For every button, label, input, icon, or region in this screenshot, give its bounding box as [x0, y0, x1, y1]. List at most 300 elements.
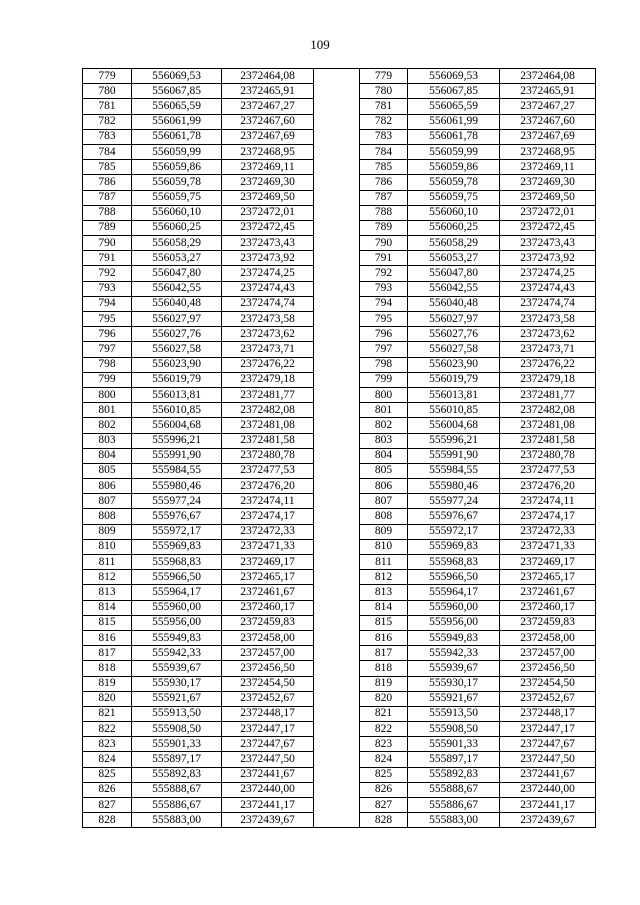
right-y-coordinate-cell: 2372472,01 [500, 205, 596, 220]
left-point-number-cell: 823 [83, 737, 132, 752]
right-y-coordinate-cell: 2372441,67 [500, 767, 596, 782]
right-point-number-cell: 819 [360, 676, 408, 691]
left-point-number-cell: 803 [83, 433, 132, 448]
right-x-coordinate-cell: 556047,80 [408, 266, 500, 281]
column-gap [314, 767, 360, 782]
table-row [83, 266, 596, 281]
column-gap [314, 160, 360, 175]
left-y-coordinate-cell: 2372447,50 [222, 752, 314, 767]
table-row [83, 570, 596, 585]
left-x-coordinate-cell: 555888,67 [132, 782, 222, 797]
left-x-coordinate-cell: 555930,17 [132, 676, 222, 691]
table-row [83, 342, 596, 357]
left-x-coordinate-cell: 555968,83 [132, 555, 222, 570]
left-x-coordinate-cell: 556004,68 [132, 418, 222, 433]
right-x-coordinate-cell: 555972,17 [408, 524, 500, 539]
right-y-coordinate-cell: 2372474,25 [500, 266, 596, 281]
left-x-coordinate-cell: 555886,67 [132, 798, 222, 813]
table-row [83, 524, 596, 539]
column-gap [314, 630, 360, 645]
left-x-coordinate-cell: 555939,67 [132, 661, 222, 676]
right-point-number-cell: 785 [360, 160, 408, 175]
left-point-number-cell: 821 [83, 706, 132, 721]
table-row [83, 798, 596, 813]
left-y-coordinate-cell: 2372448,17 [222, 706, 314, 721]
left-y-coordinate-cell: 2372454,50 [222, 676, 314, 691]
right-x-coordinate-cell: 556060,10 [408, 205, 500, 220]
right-y-coordinate-cell: 2372454,50 [500, 676, 596, 691]
right-point-number-cell: 790 [360, 236, 408, 251]
table-row [83, 600, 596, 615]
right-y-coordinate-cell: 2372481,77 [500, 387, 596, 402]
left-x-coordinate-cell: 555966,50 [132, 570, 222, 585]
left-y-coordinate-cell: 2372452,67 [222, 691, 314, 706]
column-gap [314, 205, 360, 220]
right-x-coordinate-cell: 555908,50 [408, 722, 500, 737]
right-y-coordinate-cell: 2372476,20 [500, 479, 596, 494]
right-x-coordinate-cell: 556059,99 [408, 144, 500, 159]
right-x-coordinate-cell: 556019,79 [408, 372, 500, 387]
left-point-number-cell: 822 [83, 722, 132, 737]
right-point-number-cell: 814 [360, 600, 408, 615]
left-point-number-cell: 805 [83, 463, 132, 478]
left-y-coordinate-cell: 2372441,67 [222, 767, 314, 782]
left-point-number-cell: 827 [83, 798, 132, 813]
left-point-number-cell: 784 [83, 144, 132, 159]
right-x-coordinate-cell: 555956,00 [408, 615, 500, 630]
left-y-coordinate-cell: 2372447,67 [222, 737, 314, 752]
right-y-coordinate-cell: 2372467,27 [500, 99, 596, 114]
left-y-coordinate-cell: 2372474,11 [222, 494, 314, 509]
right-y-coordinate-cell: 2372481,58 [500, 433, 596, 448]
right-y-coordinate-cell: 2372448,17 [500, 706, 596, 721]
column-gap [314, 752, 360, 767]
table-row [83, 585, 596, 600]
right-point-number-cell: 804 [360, 448, 408, 463]
table-row [83, 448, 596, 463]
left-x-coordinate-cell: 555960,00 [132, 600, 222, 615]
left-x-coordinate-cell: 556053,27 [132, 251, 222, 266]
left-y-coordinate-cell: 2372465,91 [222, 84, 314, 99]
column-gap [314, 448, 360, 463]
right-y-coordinate-cell: 2372473,43 [500, 236, 596, 251]
coordinates-table [82, 68, 596, 828]
column-gap [314, 676, 360, 691]
right-y-coordinate-cell: 2372469,17 [500, 555, 596, 570]
left-x-coordinate-cell: 555921,67 [132, 691, 222, 706]
table-row [83, 752, 596, 767]
table-row [83, 706, 596, 721]
right-point-number-cell: 816 [360, 630, 408, 645]
column-gap [314, 433, 360, 448]
right-x-coordinate-cell: 555996,21 [408, 433, 500, 448]
column-gap [314, 175, 360, 190]
left-x-coordinate-cell: 555892,83 [132, 767, 222, 782]
right-y-coordinate-cell: 2372464,08 [500, 69, 596, 84]
left-y-coordinate-cell: 2372472,01 [222, 205, 314, 220]
right-point-number-cell: 795 [360, 312, 408, 327]
left-y-coordinate-cell: 2372473,43 [222, 236, 314, 251]
table-row [83, 539, 596, 554]
right-x-coordinate-cell: 555968,83 [408, 555, 500, 570]
left-x-coordinate-cell: 555969,83 [132, 539, 222, 554]
right-y-coordinate-cell: 2372440,00 [500, 782, 596, 797]
column-gap [314, 251, 360, 266]
left-point-number-cell: 799 [83, 372, 132, 387]
left-y-coordinate-cell: 2372469,11 [222, 160, 314, 175]
left-x-coordinate-cell: 556060,25 [132, 220, 222, 235]
left-point-number-cell: 801 [83, 403, 132, 418]
right-point-number-cell: 798 [360, 357, 408, 372]
left-point-number-cell: 779 [83, 69, 132, 84]
left-point-number-cell: 809 [83, 524, 132, 539]
left-y-coordinate-cell: 2372469,50 [222, 190, 314, 205]
right-point-number-cell: 802 [360, 418, 408, 433]
column-gap [314, 463, 360, 478]
left-x-coordinate-cell: 555942,33 [132, 646, 222, 661]
column-gap [314, 615, 360, 630]
column-gap [314, 691, 360, 706]
right-point-number-cell: 782 [360, 114, 408, 129]
table-row [83, 661, 596, 676]
right-point-number-cell: 828 [360, 813, 408, 828]
column-gap [314, 555, 360, 570]
left-point-number-cell: 806 [83, 479, 132, 494]
column-gap [314, 190, 360, 205]
right-point-number-cell: 793 [360, 281, 408, 296]
left-x-coordinate-cell: 556069,53 [132, 69, 222, 84]
right-x-coordinate-cell: 556059,75 [408, 190, 500, 205]
left-point-number-cell: 795 [83, 312, 132, 327]
right-x-coordinate-cell: 555960,00 [408, 600, 500, 615]
left-y-coordinate-cell: 2372459,83 [222, 615, 314, 630]
column-gap [314, 585, 360, 600]
left-x-coordinate-cell: 556019,79 [132, 372, 222, 387]
left-y-coordinate-cell: 2372461,67 [222, 585, 314, 600]
right-point-number-cell: 826 [360, 782, 408, 797]
column-gap [314, 813, 360, 828]
right-x-coordinate-cell: 555913,50 [408, 706, 500, 721]
table-row [83, 463, 596, 478]
right-x-coordinate-cell: 556061,78 [408, 129, 500, 144]
right-x-coordinate-cell: 556060,25 [408, 220, 500, 235]
left-y-coordinate-cell: 2372481,77 [222, 387, 314, 402]
right-point-number-cell: 792 [360, 266, 408, 281]
left-y-coordinate-cell: 2372469,30 [222, 175, 314, 190]
left-point-number-cell: 804 [83, 448, 132, 463]
left-point-number-cell: 808 [83, 509, 132, 524]
column-gap [314, 236, 360, 251]
table-row [83, 813, 596, 828]
column-gap [314, 509, 360, 524]
column-gap [314, 99, 360, 114]
right-y-coordinate-cell: 2372460,17 [500, 600, 596, 615]
left-x-coordinate-cell: 556061,78 [132, 129, 222, 144]
right-point-number-cell: 817 [360, 646, 408, 661]
left-x-coordinate-cell: 555972,17 [132, 524, 222, 539]
right-point-number-cell: 811 [360, 555, 408, 570]
right-point-number-cell: 818 [360, 661, 408, 676]
right-point-number-cell: 827 [360, 798, 408, 813]
right-y-coordinate-cell: 2372467,60 [500, 114, 596, 129]
column-gap [314, 570, 360, 585]
left-y-coordinate-cell: 2372479,18 [222, 372, 314, 387]
table-row [83, 646, 596, 661]
right-point-number-cell: 825 [360, 767, 408, 782]
right-point-number-cell: 803 [360, 433, 408, 448]
column-gap [314, 281, 360, 296]
right-y-coordinate-cell: 2372458,00 [500, 630, 596, 645]
left-x-coordinate-cell: 556027,97 [132, 312, 222, 327]
column-gap [314, 661, 360, 676]
right-x-coordinate-cell: 555977,24 [408, 494, 500, 509]
column-gap [314, 69, 360, 84]
column-gap [314, 706, 360, 721]
right-point-number-cell: 780 [360, 84, 408, 99]
table-row [83, 387, 596, 402]
left-point-number-cell: 828 [83, 813, 132, 828]
right-y-coordinate-cell: 2372457,00 [500, 646, 596, 661]
table-row [83, 494, 596, 509]
left-y-coordinate-cell: 2372481,58 [222, 433, 314, 448]
right-x-coordinate-cell: 555888,67 [408, 782, 500, 797]
left-point-number-cell: 825 [83, 767, 132, 782]
left-y-coordinate-cell: 2372481,08 [222, 418, 314, 433]
right-point-number-cell: 789 [360, 220, 408, 235]
right-point-number-cell: 799 [360, 372, 408, 387]
right-x-coordinate-cell: 556069,53 [408, 69, 500, 84]
right-point-number-cell: 807 [360, 494, 408, 509]
table-row [83, 190, 596, 205]
right-x-coordinate-cell: 555980,46 [408, 479, 500, 494]
right-y-coordinate-cell: 2372477,53 [500, 463, 596, 478]
right-point-number-cell: 812 [360, 570, 408, 585]
right-x-coordinate-cell: 556067,85 [408, 84, 500, 99]
left-point-number-cell: 780 [83, 84, 132, 99]
right-x-coordinate-cell: 556027,58 [408, 342, 500, 357]
table-row [83, 630, 596, 645]
column-gap [314, 129, 360, 144]
right-y-coordinate-cell: 2372447,50 [500, 752, 596, 767]
right-x-coordinate-cell: 555969,83 [408, 539, 500, 554]
right-x-coordinate-cell: 555921,67 [408, 691, 500, 706]
right-y-coordinate-cell: 2372441,17 [500, 798, 596, 813]
table-row [83, 99, 596, 114]
right-x-coordinate-cell: 556027,76 [408, 327, 500, 342]
right-point-number-cell: 820 [360, 691, 408, 706]
left-x-coordinate-cell: 555897,17 [132, 752, 222, 767]
left-y-coordinate-cell: 2372458,00 [222, 630, 314, 645]
right-x-coordinate-cell: 556010,85 [408, 403, 500, 418]
table-row [83, 509, 596, 524]
right-y-coordinate-cell: 2372465,91 [500, 84, 596, 99]
right-point-number-cell: 815 [360, 615, 408, 630]
right-x-coordinate-cell: 555964,17 [408, 585, 500, 600]
left-x-coordinate-cell: 555980,46 [132, 479, 222, 494]
left-point-number-cell: 807 [83, 494, 132, 509]
left-y-coordinate-cell: 2372477,53 [222, 463, 314, 478]
left-y-coordinate-cell: 2372472,45 [222, 220, 314, 235]
left-y-coordinate-cell: 2372473,58 [222, 312, 314, 327]
right-x-coordinate-cell: 555901,33 [408, 737, 500, 752]
right-point-number-cell: 806 [360, 479, 408, 494]
left-y-coordinate-cell: 2372440,00 [222, 782, 314, 797]
left-x-coordinate-cell: 555913,50 [132, 706, 222, 721]
column-gap [314, 782, 360, 797]
right-y-coordinate-cell: 2372471,33 [500, 539, 596, 554]
table-row [83, 236, 596, 251]
right-y-coordinate-cell: 2372479,18 [500, 372, 596, 387]
right-y-coordinate-cell: 2372482,08 [500, 403, 596, 418]
table-row [83, 114, 596, 129]
right-x-coordinate-cell: 556004,68 [408, 418, 500, 433]
left-point-number-cell: 787 [83, 190, 132, 205]
right-point-number-cell: 781 [360, 99, 408, 114]
right-x-coordinate-cell: 556058,29 [408, 236, 500, 251]
left-point-number-cell: 798 [83, 357, 132, 372]
right-point-number-cell: 783 [360, 129, 408, 144]
table-row [83, 160, 596, 175]
right-x-coordinate-cell: 555976,67 [408, 509, 500, 524]
right-point-number-cell: 822 [360, 722, 408, 737]
right-x-coordinate-cell: 555939,67 [408, 661, 500, 676]
right-y-coordinate-cell: 2372480,78 [500, 448, 596, 463]
right-y-coordinate-cell: 2372473,92 [500, 251, 596, 266]
column-gap [314, 798, 360, 813]
right-point-number-cell: 801 [360, 403, 408, 418]
left-y-coordinate-cell: 2372471,33 [222, 539, 314, 554]
right-point-number-cell: 810 [360, 539, 408, 554]
left-x-coordinate-cell: 555964,17 [132, 585, 222, 600]
column-gap [314, 327, 360, 342]
column-gap [314, 114, 360, 129]
left-y-coordinate-cell: 2372468,95 [222, 144, 314, 159]
table-row [83, 296, 596, 311]
right-y-coordinate-cell: 2372474,11 [500, 494, 596, 509]
page-number: 109 [310, 37, 330, 52]
right-x-coordinate-cell: 555883,00 [408, 813, 500, 828]
left-point-number-cell: 788 [83, 205, 132, 220]
right-y-coordinate-cell: 2372467,69 [500, 129, 596, 144]
right-y-coordinate-cell: 2372447,67 [500, 737, 596, 752]
table-row [83, 433, 596, 448]
right-y-coordinate-cell: 2372472,45 [500, 220, 596, 235]
left-x-coordinate-cell: 555976,67 [132, 509, 222, 524]
left-y-coordinate-cell: 2372469,17 [222, 555, 314, 570]
right-x-coordinate-cell: 556023,90 [408, 357, 500, 372]
right-y-coordinate-cell: 2372474,43 [500, 281, 596, 296]
column-gap [314, 144, 360, 159]
left-x-coordinate-cell: 555984,55 [132, 463, 222, 478]
left-x-coordinate-cell: 556023,90 [132, 357, 222, 372]
right-point-number-cell: 824 [360, 752, 408, 767]
right-x-coordinate-cell: 556061,99 [408, 114, 500, 129]
left-point-number-cell: 818 [83, 661, 132, 676]
left-point-number-cell: 782 [83, 114, 132, 129]
table-row [83, 403, 596, 418]
left-x-coordinate-cell: 555956,00 [132, 615, 222, 630]
left-point-number-cell: 826 [83, 782, 132, 797]
left-y-coordinate-cell: 2372474,43 [222, 281, 314, 296]
right-y-coordinate-cell: 2372473,58 [500, 312, 596, 327]
column-gap [314, 84, 360, 99]
table-row [83, 144, 596, 159]
left-point-number-cell: 791 [83, 251, 132, 266]
right-y-coordinate-cell: 2372469,11 [500, 160, 596, 175]
column-gap [314, 296, 360, 311]
left-point-number-cell: 824 [83, 752, 132, 767]
left-x-coordinate-cell: 556060,10 [132, 205, 222, 220]
left-x-coordinate-cell: 555901,33 [132, 737, 222, 752]
right-point-number-cell: 805 [360, 463, 408, 478]
right-point-number-cell: 787 [360, 190, 408, 205]
table-row [83, 357, 596, 372]
table-row [83, 676, 596, 691]
left-point-number-cell: 810 [83, 539, 132, 554]
left-y-coordinate-cell: 2372441,17 [222, 798, 314, 813]
table-row [83, 251, 596, 266]
left-point-number-cell: 781 [83, 99, 132, 114]
right-y-coordinate-cell: 2372459,83 [500, 615, 596, 630]
left-y-coordinate-cell: 2372457,00 [222, 646, 314, 661]
left-point-number-cell: 815 [83, 615, 132, 630]
right-point-number-cell: 821 [360, 706, 408, 721]
left-y-coordinate-cell: 2372467,27 [222, 99, 314, 114]
right-x-coordinate-cell: 556042,55 [408, 281, 500, 296]
table-row [83, 555, 596, 570]
right-point-number-cell: 779 [360, 69, 408, 84]
right-x-coordinate-cell: 555930,17 [408, 676, 500, 691]
left-y-coordinate-cell: 2372472,33 [222, 524, 314, 539]
left-x-coordinate-cell: 556059,99 [132, 144, 222, 159]
left-y-coordinate-cell: 2372467,69 [222, 129, 314, 144]
right-x-coordinate-cell: 556013,81 [408, 387, 500, 402]
right-x-coordinate-cell: 556059,78 [408, 175, 500, 190]
left-point-number-cell: 811 [83, 555, 132, 570]
left-point-number-cell: 813 [83, 585, 132, 600]
right-y-coordinate-cell: 2372452,67 [500, 691, 596, 706]
table-row [83, 69, 596, 84]
column-gap [314, 539, 360, 554]
left-y-coordinate-cell: 2372464,08 [222, 69, 314, 84]
right-point-number-cell: 788 [360, 205, 408, 220]
column-gap [314, 418, 360, 433]
left-y-coordinate-cell: 2372474,74 [222, 296, 314, 311]
right-y-coordinate-cell: 2372469,30 [500, 175, 596, 190]
left-y-coordinate-cell: 2372473,62 [222, 327, 314, 342]
column-gap [314, 220, 360, 235]
right-x-coordinate-cell: 555949,83 [408, 630, 500, 645]
right-point-number-cell: 800 [360, 387, 408, 402]
right-y-coordinate-cell: 2372476,22 [500, 357, 596, 372]
left-x-coordinate-cell: 556059,86 [132, 160, 222, 175]
right-y-coordinate-cell: 2372481,08 [500, 418, 596, 433]
right-point-number-cell: 809 [360, 524, 408, 539]
left-x-coordinate-cell: 555908,50 [132, 722, 222, 737]
left-x-coordinate-cell: 556061,99 [132, 114, 222, 129]
left-point-number-cell: 790 [83, 236, 132, 251]
left-y-coordinate-cell: 2372474,17 [222, 509, 314, 524]
left-point-number-cell: 814 [83, 600, 132, 615]
table-row [83, 312, 596, 327]
right-y-coordinate-cell: 2372468,95 [500, 144, 596, 159]
right-x-coordinate-cell: 556059,86 [408, 160, 500, 175]
left-point-number-cell: 793 [83, 281, 132, 296]
column-gap [314, 312, 360, 327]
left-x-coordinate-cell: 555949,83 [132, 630, 222, 645]
left-point-number-cell: 816 [83, 630, 132, 645]
right-point-number-cell: 784 [360, 144, 408, 159]
